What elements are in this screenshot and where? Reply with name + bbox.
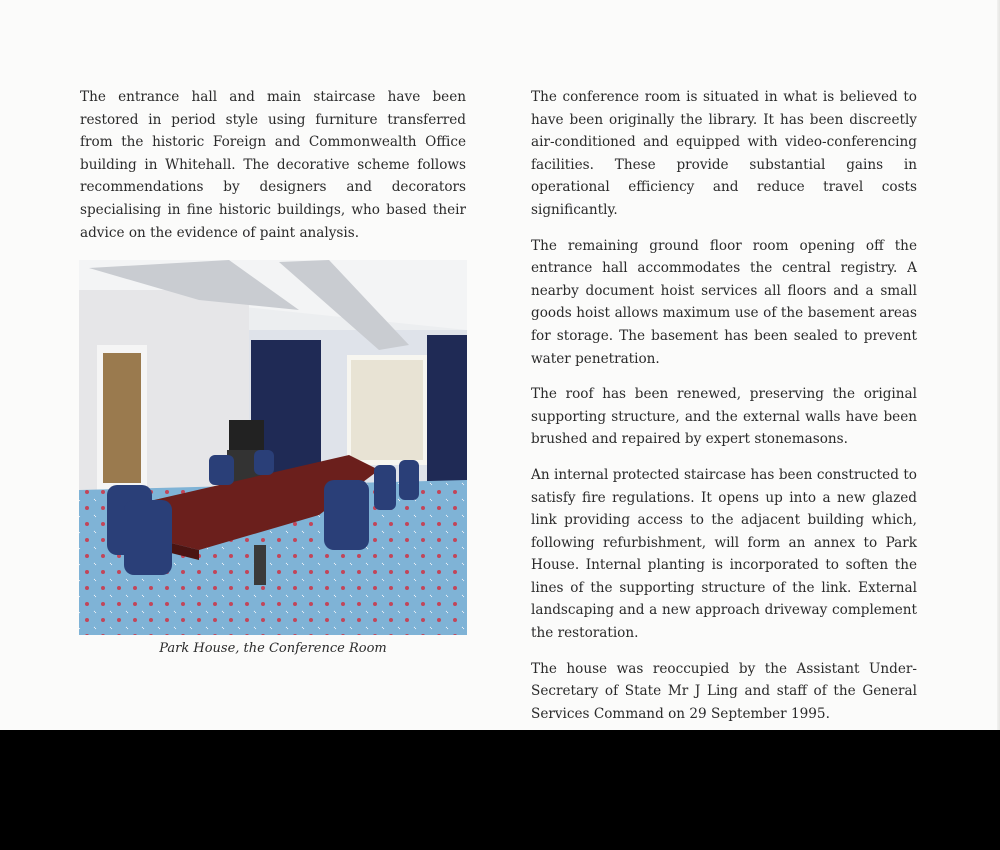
right-text-column <box>531 86 917 730</box>
paragraph-roof: The roof has been renewed, preserving the original supporting structure, and the external walls have been brushed and repaired by expert stonemasons. <box>531 386 917 448</box>
paragraph-reoccupation: The house was reoccupied by the Assistant Under-Secretary of State Mr J Ling and staff of the General Services Command on 29 September 1995. <box>531 660 917 722</box>
conference-room-illustration <box>79 260 467 635</box>
left-text-column <box>80 86 466 244</box>
intro-paragraph: The entrance hall and main staircase have been restored in period style using furniture transferred from the historic Foreign and Commonwealth Office building in Whitehall. The decorative scheme follows recommendations by designers and decorators specialising in fine historic buildings, who based their advice on the evidence of paint analysis. <box>80 89 466 241</box>
photo-caption: Park House, the Conference Room <box>159 641 387 656</box>
conference-room-photo <box>79 260 467 635</box>
paragraph-staircase: An internal protected staircase has been constructed to satisfy fire regulations. It opens up into a new glazed link providing access to the adjacent building which, following refurbishment, will form an annex to Park House. Internal planting is incorporated to soften the lines of the supporting structure of the link. External landscaping and a new approach driveway complement the restoration. <box>531 466 917 642</box>
paragraph-conference-room: The conference room is situated in what is believed to have been originally the library. It has been discreetly air-conditioned and equipped with video-conferencing facilities. These provide substantial gains in operational efficiency and reduce travel costs significantly. <box>531 89 917 218</box>
paragraph-ground-floor: The remaining ground floor room opening off the entrance hall accommodates the central registry. A nearby document hoist services all floors and a small goods hoist allows maximum use of the basement areas for storage. The basement has been sealed to prevent water penetration. <box>531 237 917 367</box>
